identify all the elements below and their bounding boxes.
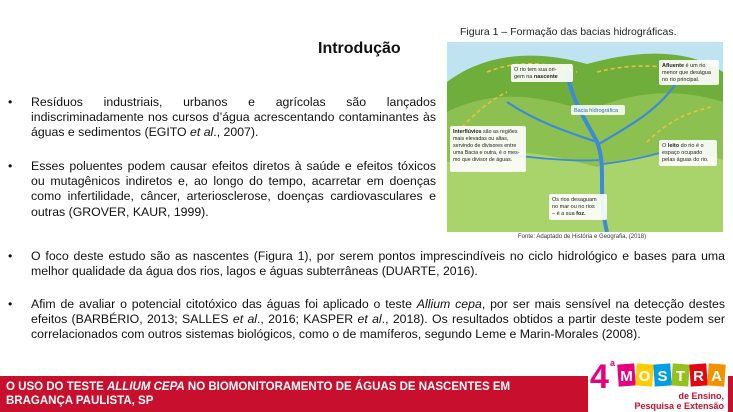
logo-letter: O (638, 368, 651, 385)
label-nascente-1: O rio tem sua ori- (514, 67, 557, 73)
bullet-text: Esses poluentes podem causar efeitos diretos à saúde e efeitos tóxicos ou mutagênicos indiretos e, ao longo do tempo, acarretar em doenças como infertilidade, câncer, arteriosclerose, doenças cardiovasculares e outras (GROVER, KAUR, 1999). (31, 159, 436, 219)
label-foz-3: – é a sua foz. (552, 211, 586, 217)
label-leito-5: pelas águas do rio. (662, 157, 709, 163)
label-afluente-1: Afluente é um rio (662, 63, 706, 69)
bullet-text: Afim de avaliar o potencial citotóxico das águas foi aplicado o teste (31, 297, 417, 311)
bullet-text: ., 2018). Os resultados obtidos a partir deste teste podem ser correlacionados com outros sistemas biológicos, como o de mamíferos, segundo Leme e Marin-Morales (2008). (31, 312, 725, 342)
logo-suffix: a (610, 358, 616, 368)
watershed-figure (447, 42, 723, 232)
bullet-text: , por ser mais sensível na detecção destes efeitos (BARBÉRIO, 2013; SALLES (31, 297, 726, 327)
bullet-item-1 (8, 95, 436, 141)
mostra-logo (588, 352, 728, 412)
page-title: Introdução (318, 40, 401, 57)
label-afluente-3: menor que deságua (662, 70, 711, 76)
bullet-italic: et al (232, 312, 258, 327)
footer-text: O USO DO TESTE (6, 381, 107, 393)
bullet-dot: • (8, 249, 13, 263)
bullet-text: O foco deste estudo são as nascentes (Figura 1), por serem pontos imprescindíveis no ciclo hidrológico e bases para uma melhor qualidade da água dos rios, lagos e águas subterrâneas (DUARTE, 2016). (31, 249, 725, 279)
label-interfluvio-6: mo que divisor de águas. (453, 157, 513, 163)
label-foz-2: no mar ou no rios (552, 204, 595, 210)
bullet-text: ., 2007). (213, 125, 259, 140)
label-interfluvio-1: Interflúvios são as regiões (453, 129, 518, 135)
bullet-item-2 (8, 159, 436, 220)
label-interfluvio-5: uma Bacia e outra, é o mes- (453, 150, 520, 156)
logo-line1: de Ensino, (678, 391, 724, 401)
footer-italic: ALLIUM CEPA (106, 381, 185, 393)
bullet-text: Resíduos industriais, urbanos e agrícolas são lançados indiscriminadamente nos cursos d’água acrescentando contaminantes às águas e sedimentos (EGITO (31, 95, 436, 140)
label-nascente-2: gem na nascente (514, 74, 558, 80)
label-interfluvio-3: mais elevadas ou altas, (453, 136, 509, 142)
bullet-text: ., 2016; KASPER (257, 312, 358, 327)
label-leito-4: espaço ocupado (662, 150, 703, 156)
bullet-dot: • (8, 95, 13, 109)
bullet-italic: et al (357, 312, 382, 327)
logo-letter: S (657, 368, 668, 385)
label-foz-1: Os rios desaguam (552, 197, 597, 203)
label-afluente-4: no rio principal. (662, 77, 700, 83)
footer-title (6, 381, 566, 408)
figure-caption: Figura 1 – Formação das bacias hidrográficas. (460, 26, 677, 38)
bullet-dot: • (8, 297, 13, 311)
bullet-italic: Allium cepa (416, 297, 482, 311)
logo-letter: T (675, 368, 686, 385)
label-interfluvio-4: servindo de divisores entre (453, 143, 517, 149)
bullet-item-4 (8, 297, 726, 343)
bullet-dot: • (8, 159, 13, 173)
footer-text: NO BIOMONITORAMENTO DE ÁGUAS DE NASCENTES EM BRAGANÇA PAULISTA, SP (6, 381, 511, 407)
label-bacia: Bacia hidrográfica (574, 108, 619, 114)
bullet-italic: et al (190, 125, 214, 140)
logo-line2: Pesquisa e Extensão (634, 401, 724, 411)
logo-number: 4 (590, 358, 609, 396)
logo-letter: M (620, 368, 633, 385)
figure-source: Fonte: Adaptado de História e Geografia, (2018) (518, 234, 647, 240)
logo-letter: A (711, 368, 722, 385)
bullet-item-3 (8, 249, 725, 279)
label-leito-1: O leito do rio é o (662, 143, 704, 149)
logo-letter: R (693, 368, 704, 385)
